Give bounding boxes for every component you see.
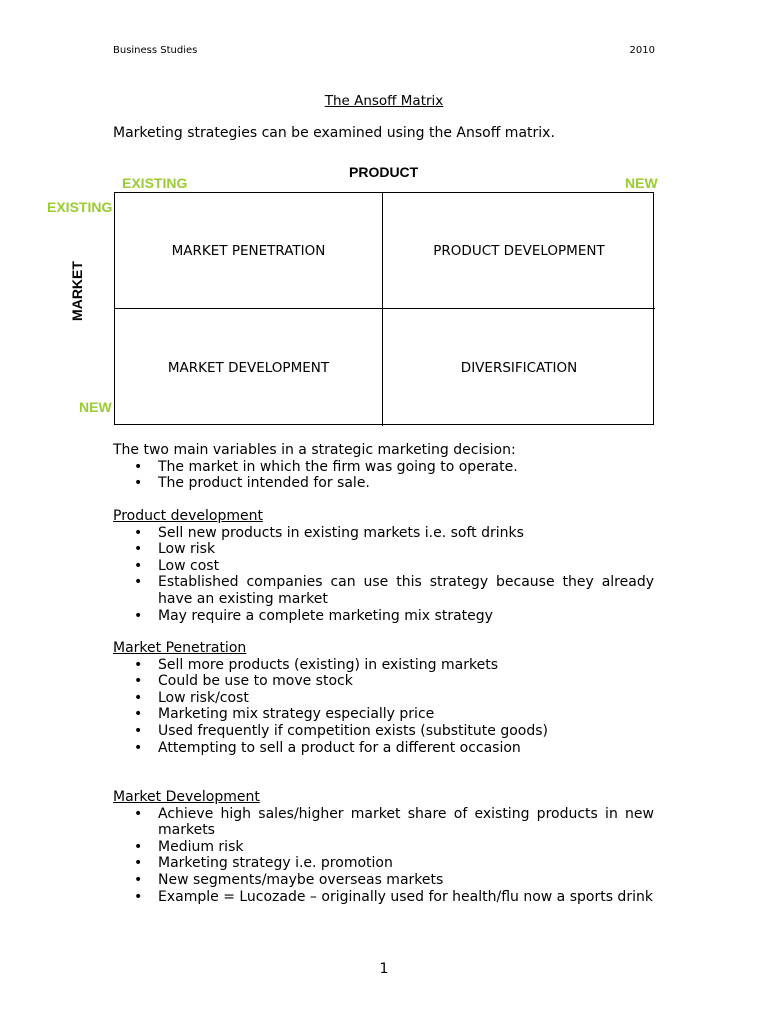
page-number: 1	[379, 961, 389, 977]
list-item: • Could be use to move stock	[158, 673, 654, 690]
market-existing-label: EXISTING	[47, 199, 113, 215]
list-item: • Low cost	[158, 558, 654, 575]
list-item: • Sell new products in existing markets i.e. soft drinks	[158, 525, 654, 542]
variables-list	[113, 459, 654, 492]
product-existing-label: EXISTING	[122, 175, 188, 191]
variables-section	[113, 442, 654, 492]
market-penetration-section	[113, 640, 654, 756]
market-penetration-list	[113, 657, 654, 757]
market-new-label: NEW	[79, 399, 112, 415]
matrix-cell-market-development: MARKET DEVELOPMENT	[115, 309, 383, 426]
matrix-cell-market-penetration: MARKET PENETRATION	[115, 193, 383, 309]
list-item: • Achieve high sales/higher market share of existing products in new markets	[158, 806, 654, 839]
product-development-section	[113, 508, 654, 624]
list-item: • The product intended for sale.	[158, 475, 654, 492]
list-item: • New segments/maybe overseas markets	[158, 872, 654, 889]
ansoff-matrix	[114, 192, 654, 425]
header-subject: Business Studies	[113, 45, 198, 56]
list-item: • Marketing strategy i.e. promotion	[158, 855, 654, 872]
intro-text: Marketing strategies can be examined using the Ansoff matrix.	[113, 125, 555, 141]
product-new-label: NEW	[625, 175, 658, 191]
list-item: • Low risk	[158, 541, 654, 558]
matrix-cell-diversification: DIVERSIFICATION	[460, 359, 578, 376]
list-item: • The market in which the firm was going to operate.	[158, 459, 654, 476]
list-item: • Low risk/cost	[158, 690, 654, 707]
section-heading: Product development	[113, 508, 263, 524]
market-development-section	[113, 789, 654, 905]
variables-intro: The two main variables in a strategic marketing decision:	[113, 442, 516, 458]
product-axis-label: PRODUCT	[349, 164, 419, 180]
section-heading: Market Penetration	[113, 640, 247, 656]
market-development-list	[113, 806, 654, 906]
list-item: • Used frequently if competition exists (substitute goods)	[158, 723, 654, 740]
list-item: • Attempting to sell a product for a different occasion	[158, 740, 654, 757]
list-item: • Medium risk	[158, 839, 654, 856]
section-heading: Market Development	[113, 789, 260, 805]
list-item: • May require a complete marketing mix strategy	[158, 608, 654, 625]
market-axis-label: MARKET	[69, 261, 85, 321]
list-item: • Example = Lucozade – originally used for health/flu now a sports drink	[158, 889, 654, 906]
page-title: The Ansoff Matrix	[324, 93, 444, 109]
list-item: • Established companies can use this strategy because they already have an existing market	[158, 574, 654, 607]
list-item: • Sell more products (existing) in existing markets	[158, 657, 654, 674]
product-development-list	[113, 525, 654, 625]
list-item: • Marketing mix strategy especially price	[158, 706, 654, 723]
matrix-cell-product-development: PRODUCT DEVELOPMENT	[383, 193, 655, 309]
header-year: 2010	[629, 45, 655, 56]
